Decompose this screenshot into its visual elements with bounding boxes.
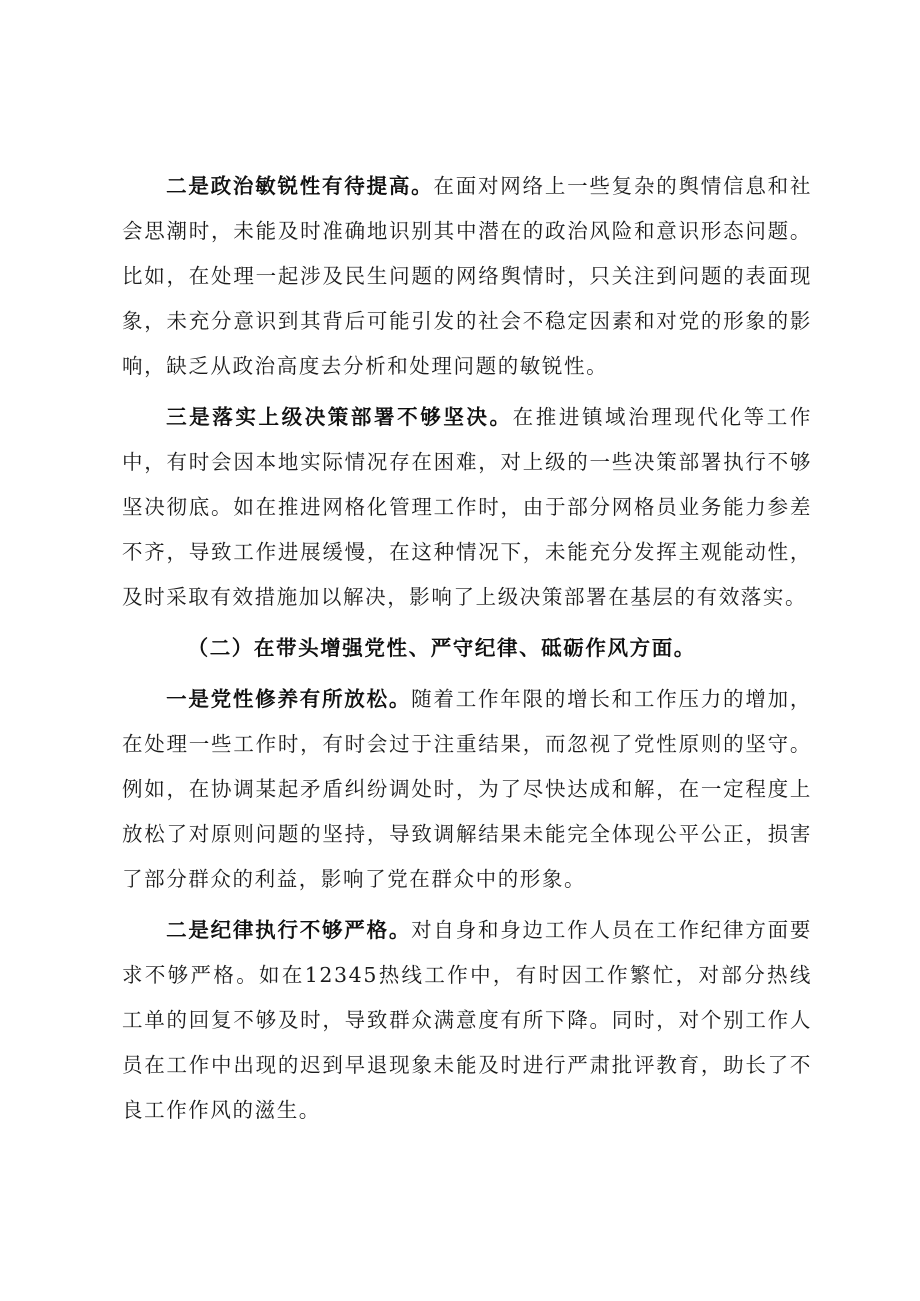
paragraph-lead: 二是纪律执行不够严格。 [166, 918, 412, 942]
paragraph-text: 在面对网络上一些复杂的舆情信息和社会思潮时，未能及时准确地识别其中潜在的政治风险和意识形态问题。比如，在处理一起涉及民生问题的网络舆情时，只关注到问题的表面现象，未充分意识到其背后可能引发的社会不稳定因素和对党的形象的影响，缺乏从政治高度去分析和处理问题的敏锐性。 [122, 174, 812, 378]
paragraph-text: 对自身和身边工作人员在工作纪律方面要求不够严格。如在12345热线工作中，有时因工作繁忙，对部分热线工单的回复不够及时，导致群众满意度有所下降。同时，对个别工作人员在工作中出现的迟到早退现象未能及时进行严肃批评教育，助长了不良工作作风的滋生。 [122, 918, 812, 1122]
paragraph-lead: 二是政治敏锐性有待提高。 [166, 174, 434, 198]
paragraph-political-sensitivity [122, 164, 812, 389]
document-body [122, 164, 812, 1139]
section-heading: （二）在带头增强党性、严守纪律、砥砺作风方面。 [187, 636, 696, 660]
paragraph-text: 在推进镇域治理现代化等工作中，有时会因本地实际情况存在困难，对上级的一些决策部署执行不够坚决彻底。如在推进网格化管理工作时，由于部分网格员业务能力参差不齐，导致工作进展缓慢，在这种情况下，未能充分发挥主观能动性，及时采取有效措施加以解决，影响了上级决策部署在基层的有效落实。 [122, 405, 812, 609]
paragraph-lead: 一是党性修养有所放松。 [166, 687, 412, 711]
paragraph-discipline [122, 908, 812, 1133]
paragraph-text: 随着工作年限的增长和工作压力的增加，在处理一些工作时，有时会过于注重结果，而忽视了党性原则的坚守。例如，在协调某起矛盾纠纷调处时，为了尽快达成和解，在一定程度上放松了对原则问题的坚持，导致调解结果未能完全体现公平公正，损害了部分群众的利益，影响了党在群众中的形象。 [122, 687, 812, 891]
paragraph-implementing-decisions [122, 395, 812, 620]
paragraph-lead: 三是落实上级决策部署不够坚决。 [166, 405, 513, 429]
paragraph-party-cultivation [122, 677, 812, 902]
